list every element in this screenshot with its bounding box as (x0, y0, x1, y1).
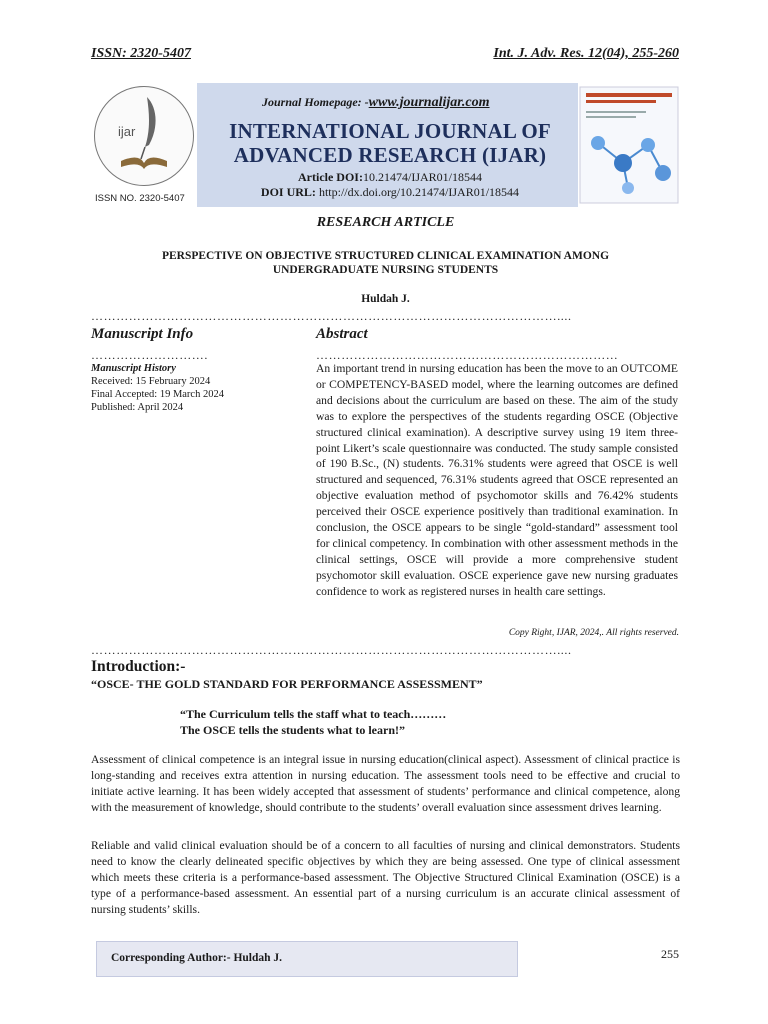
curriculum-quote (180, 706, 446, 738)
corresponding-author: Corresponding Author:- Huldah J. (111, 952, 283, 964)
issn-header: ISSN: 2320-5407 (91, 46, 191, 61)
manuscript-info-heading: Manuscript Info (91, 326, 194, 342)
article-type: RESEARCH ARTICLE (316, 215, 455, 230)
homepage-label: Journal Homepage: - (262, 95, 369, 109)
introduction-heading: Introduction:- (91, 658, 186, 675)
journal-title-line2: ADVANCED RESEARCH (IJAR) (233, 143, 547, 167)
author: Huldah J. (361, 293, 410, 305)
abstract-heading: Abstract (316, 326, 368, 342)
citation-header: Int. J. Adv. Res. 12(04), 255-260 (493, 46, 679, 61)
journal-cover-thumbnail (578, 83, 680, 207)
published-date: Published: April 2024 (91, 402, 184, 413)
received-date: Received: 15 February 2024 (91, 376, 211, 387)
doi-block (200, 170, 580, 200)
manuscript-history (91, 362, 311, 414)
doi-url-label: DOI URL: (260, 185, 316, 199)
doi-value: 10.21474/IJAR01/18544 (362, 170, 482, 184)
quill-book-icon (95, 87, 193, 185)
journal-title (200, 119, 580, 167)
abstract-dots: ……………………………………………………………… (316, 348, 619, 362)
intro-paragraph-2: Reliable and valid clinical evaluation should be of a concern to all faculties of nursing and clinical demonstrators. Students need to know the clearly delineated specific objectives by which they are being assessed. One type of clinical assessment which meets these criteria is a performance-based assessment. The Objective Structured Clinical Examination (OSCE) is a type of a performance-based assessment. An essential part of a nursing curriculum is an accurate clinical assessment of nursing students’ skills. (91, 839, 680, 916)
homepage-link[interactable]: www.journalijar.com (368, 95, 490, 110)
doi-url-link[interactable]: http://dx.doi.org/10.21474/IJAR01/18544 (318, 185, 520, 199)
doi-label: Article DOI: (298, 170, 363, 184)
intro-paragraph-1: Assessment of clinical competence is an integral issue in nursing education(clinical aspect). Assessment of clinical practice is long-standing and receives extra attention in nursing education. The assessment tools need to be effective and crucial to initiate active learning. It has been widely accepted that assessment of students’ performance and clinical competence, along with the measurement of knowledge, should contribute to the students’ overall evaluation since assessment drives learning. (91, 753, 680, 814)
quote-line2: The OSCE tells the students what to learn!” (180, 723, 406, 737)
article-title-line1: PERSPECTIVE ON OBJECTIVE STRUCTURED CLINICAL EXAMINATION AMONG (161, 250, 610, 262)
article-title-line2: UNDERGRADUATE NURSING STUDENTS (272, 264, 499, 276)
abstract-text: An important trend in nursing education has been the move to an OUTCOME or COMPETENCY-BASED model, where the learning outcomes are defined and decisions about the curriculum are based on these. The aim of the study was to explore the perspectives of the students regarding OSCE (Objective structured clinical examination). A descriptive survey using 19 item three-point Likert’s scale questionnaire was conducted. The study sample consisted of 190 B.Sc., (N) students. 76.31% students were agreed that OSCE is well structured and sequenced, 76.31% students agreed that OSCE represented an objective evaluation method of psychomotor skills and 76.42% students perceived their OSCE experience positively than traditional examination. In conclusion, the OSCE appears to be single “gold-standard” assessment tool for clinical competency. In combination with other assessment methods in the clinical settings, OSCE will provide a more comprehensive student psychomotor skill evaluation. OSCE experience gave new nursing graduates confidence to work as registered nurses in health care settings. (316, 362, 678, 598)
separator-top: ………………………………………………………………………………………………….... (91, 310, 572, 322)
manuscript-history-label: Manuscript History (91, 363, 176, 374)
corresponding-author-box (96, 941, 518, 977)
accepted-date: Final Accepted: 19 March 2024 (91, 389, 224, 400)
journal-title-line1: INTERNATIONAL JOURNAL OF (229, 119, 551, 143)
manuscript-dots: ………………………. (91, 348, 208, 362)
logo-issn: ISSN NO. 2320-5407 (95, 193, 185, 204)
introduction-subheading: “OSCE- THE GOLD STANDARD FOR PERFORMANCE ASSESSMENT” (91, 677, 483, 691)
copyright-note: Copy Right, IJAR, 2024,. All rights reserved. (508, 628, 679, 638)
separator-bottom: ………………………………………………………………………………………………….... (91, 644, 572, 656)
logo-wordmark: ijar (118, 124, 136, 139)
molecule-cover-icon (578, 83, 680, 207)
journal-homepage (262, 95, 490, 111)
article-title (91, 249, 680, 277)
quote-line1: “The Curriculum tells the staff what to teach……… (180, 707, 447, 721)
page-number: 255 (661, 947, 679, 961)
journal-logo (94, 86, 194, 186)
